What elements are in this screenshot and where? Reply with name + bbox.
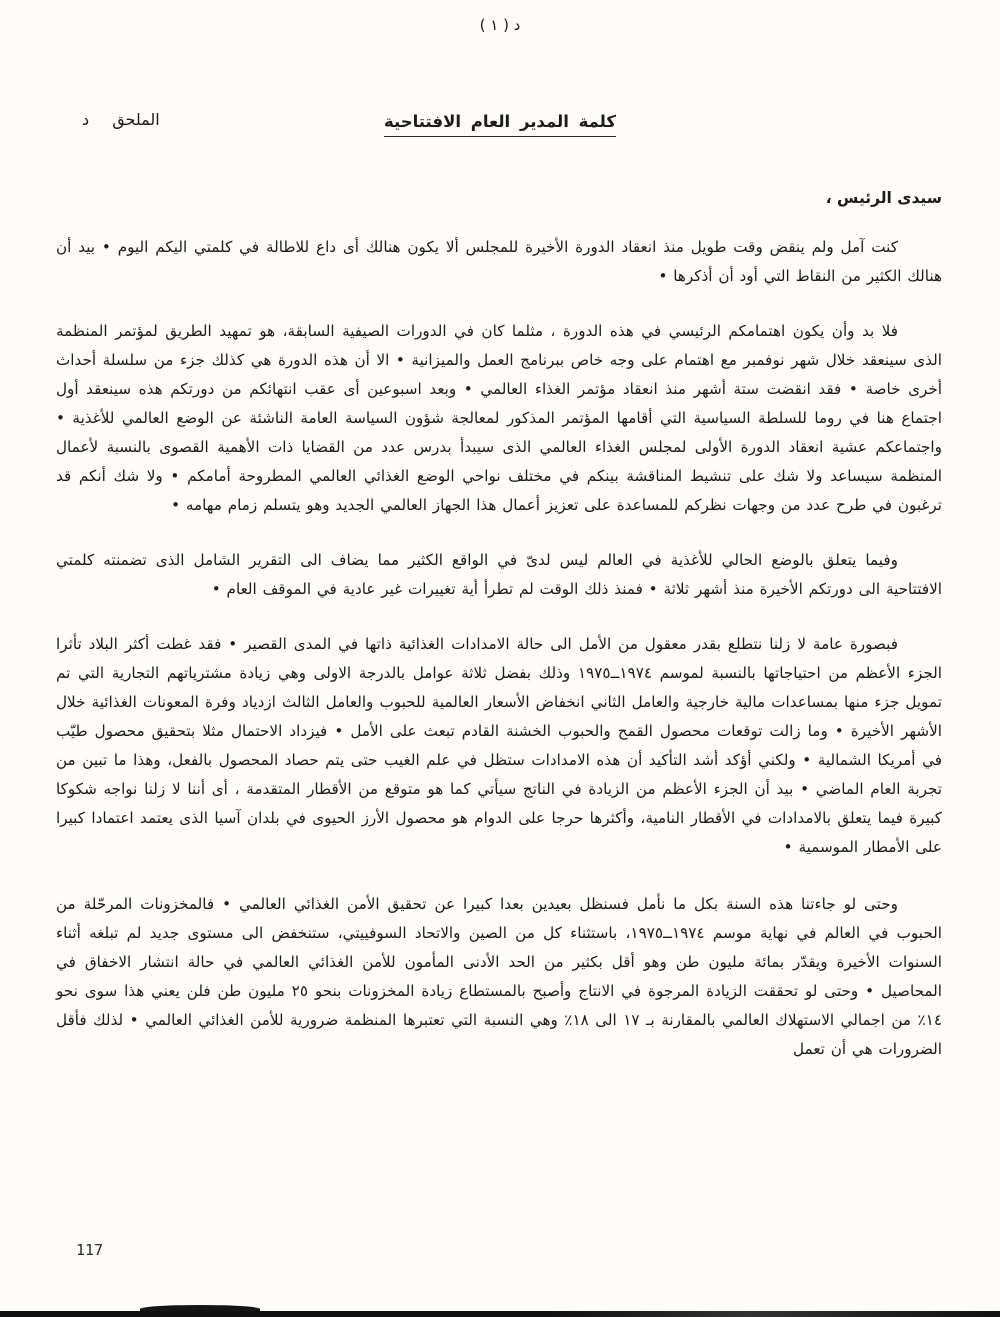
paragraph: فلا بد وأن يكون اهتمامكم الرئيسي في هذه الدورة ، مثلما كان في الدورات الصيفية السابقة، هو تمهيد الطريق لمؤتمر المنظمة الذى سينعقد خلال شهر نوفمبر مع اهتمام على وجه خاص ببرنامج العمل والميزانية • الا أن هذه الدورة هي كذلك جزء من سلسلة أحداث أخرى خاصة • فقد انقضت ستة أشهر منذ انعقاد مؤتمر الغذاء العالمي • وبعد اسبوعين أى عقب انتهائكم من دورتكم هذه سينعقد أول اجتماع هنا في روما للسلطة السياسية التي أقامها المؤتمر المذكور لمعالجة شؤون السياسة العامة الناشئة عن الوضع العالمي للأغذية • واجتماعكم عشية انعقاد الدورة الأولى لمجلس الغذاء العالمي الذى سيبدأ بدرس عدد من القضايا ذات الأهمية القصوى بالنسبة لأعمال المنظمة سيساعد ولا شك على تنشيط المناقشة بينكم في مختلف نواحي الوضع الغذائي العالمي المطروحة أمامكم • ولا شك أنكم قد ترغبون في طرح عدد من وجهات نظركم للمساعدة على تعزيز أعمال هذا الجهاز العالمي الجديد وهو يتسلم زمام مهامه • — [56, 322, 942, 514]
salutation: سيدى الرئيس ، — [825, 189, 942, 207]
paragraph: فبصورة عامة لا زلنا نتطلع بقدر معقول من الأمل الى حالة الامدادات الغذائية ذاتها في المدى القصير • فقد غطت أكثر البلاد تأثرا الجزء الأعظم من احتياجاتها بالنسبة لموسم ١٩٧٤ــ١٩٧٥ وذلك بفضل ثلاثة عوامل بالدرجة الاولى وهي زيادة مشترياتهم التجارية التي تم تمويل جزء منها بمساعدات مالية خارجية والعامل الثاني انخفاض الأسعار العالمية للحبوب والعامل الثالث ازدياد وفرة المعونات الغذائية خلال الأشهر الأخيرة • وما زالت توقعات محصول القمح والحبوب الخشنة القادم تبعث على الأمل • فيزداد الاحتمال مثلا بتحقيق محصول طيّب في أمريكا الشمالية • ولكني أؤكد أشد التأكيد أن هذه الامدادات ستظل في علم الغيب حتى يتم حصاد المحصول بالفعل، وهذا ما تبين من تجربة العام الماضي • بيد أن الجزء الأعظم من الزيادة في الناتج سيأتي كما هو متوقع من الأقطار المتقدمة ، أى أننا لا زلنا نواجه شكوكا كبيرة فيما يتعلق بالامدادات في الأقطار النامية، وأكثرها حرجا على الدوام هو محصول الأرز الحيوى في بلدان آسيا الذى يعتمد اعتمادا كبيرا على الأمطار الموسمية • — [56, 635, 942, 856]
document-body — [56, 189, 942, 1064]
scan-edge — [0, 1311, 1000, 1317]
page-header-mark: د ( ١ ) — [479, 16, 521, 34]
paragraph: وحتى لو جاءتنا هذه السنة بكل ما نأمل فسنظل بعيدين بعدا كبيرا عن تحقيق الأمن الغذائي العالمي • فالمخزونات المرحّلة من الحبوب في العالم في نهاية موسم ١٩٧٤ــ١٩٧٥، باستثناء كل من الصين والاتحاد السوفييتي، ستنخفض الى مستوى جديد لم تبلغه أثناء السنوات الأخيرة ويقدّر بمائة مليون طن وهو أقل بكثير من الحد الأدنى المأمون للأمن الغذائي العالمي في حالة انتشار الاخفاق في المحاصيل • وحتى لو تحققت الزيادة المرجوة في الانتاج وأصبح بالمستطاع زيادة المخزونات بنحو ٢٥ مليون طن فلن يعني هذا سوى نحو ١٤٪ من اجمالي الاستهلاك العالمي بالمقارنة بـ ١٧ الى ١٨٪ وهي النسبة التي تعتبرها المنظمة ضرورية للأمن الغذائي العالمي • لذلك فأقل الضرورات هي أن تعمل — [56, 895, 942, 1058]
paragraph: وفيما يتعلق بالوضع الحالي للأغذية في العالم ليس لدىّ في الواقع الكثير مما يضاف الى التقرير الشامل الذى تضمنته كلمتي الافتتاحية الى دورتكم الأخيرة منذ أشهر ثلاثة • فمنذ ذلك الوقت لم تطرأ أية تغييرات غير عادية في الموقف العام • — [56, 551, 942, 598]
page-number: 117 — [76, 1241, 104, 1259]
annex-label: الملحق د — [82, 110, 160, 129]
document-title: كلمة المدير العام الافتتاحية — [384, 112, 616, 137]
paragraph: كنت آمل ولم ينقض وقت طويل منذ انعقاد الدورة الأخيرة للمجلس ألا يكون هنالك أى داع للاطالة في كلمتي اليكم اليوم • بيد أن هنالك الكثير من النقاط التي أود أن أذكرها • — [56, 238, 942, 285]
